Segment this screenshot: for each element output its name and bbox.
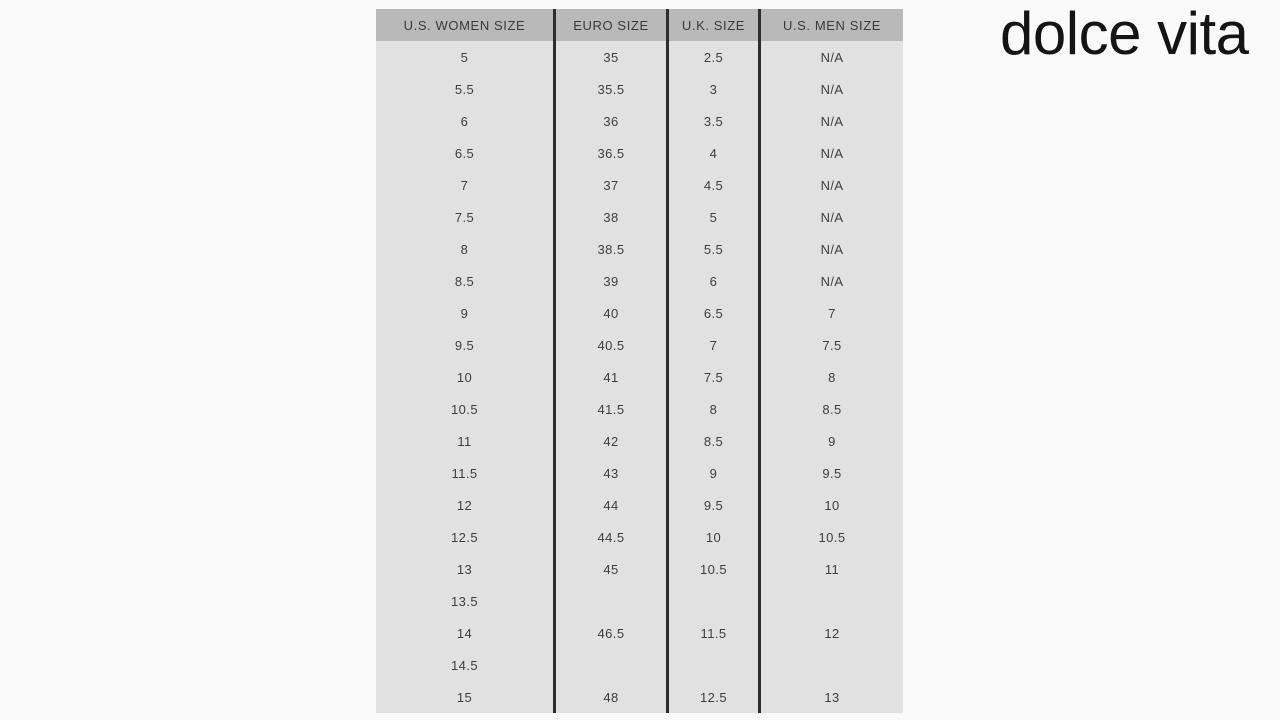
table-cell bbox=[666, 649, 758, 681]
table-row bbox=[376, 297, 903, 329]
table-row bbox=[376, 393, 903, 425]
table-row bbox=[376, 201, 903, 233]
table-row bbox=[376, 489, 903, 521]
table-cell: 8 bbox=[376, 233, 553, 265]
table-row bbox=[376, 329, 903, 361]
table-cell: N/A bbox=[758, 169, 903, 201]
table-cell: N/A bbox=[758, 265, 903, 297]
table-cell: 11 bbox=[758, 553, 903, 585]
table-cell: 5 bbox=[666, 201, 758, 233]
table-row bbox=[376, 425, 903, 457]
table-cell: 10.5 bbox=[758, 521, 903, 553]
table-row bbox=[376, 649, 903, 681]
table-cell: 9.5 bbox=[666, 489, 758, 521]
table-row bbox=[376, 457, 903, 489]
table-cell: 7 bbox=[666, 329, 758, 361]
table-cell: 40.5 bbox=[553, 329, 666, 361]
table-cell: 44 bbox=[553, 489, 666, 521]
table-row bbox=[376, 73, 903, 105]
table-cell: 13 bbox=[376, 553, 553, 585]
table-cell: 8 bbox=[666, 393, 758, 425]
table-cell: 7 bbox=[376, 169, 553, 201]
table-cell: 43 bbox=[553, 457, 666, 489]
column-header-uk-size: U.K. SIZE bbox=[666, 9, 758, 41]
table-row bbox=[376, 617, 903, 649]
size-conversion-table bbox=[376, 9, 903, 713]
table-cell: N/A bbox=[758, 233, 903, 265]
brand-logo: dolce vita bbox=[1000, 0, 1249, 67]
table-cell: 5 bbox=[376, 41, 553, 73]
table-cell: 7 bbox=[758, 297, 903, 329]
table-cell: 8.5 bbox=[666, 425, 758, 457]
table-cell bbox=[553, 585, 666, 617]
table-cell: 9 bbox=[376, 297, 553, 329]
table-cell: 12 bbox=[758, 617, 903, 649]
table-row bbox=[376, 105, 903, 137]
table-cell: 10.5 bbox=[376, 393, 553, 425]
table-cell: 10 bbox=[758, 489, 903, 521]
table-header-row bbox=[376, 9, 903, 41]
table-cell: 4 bbox=[666, 137, 758, 169]
table-cell: 9 bbox=[666, 457, 758, 489]
table-cell: 42 bbox=[553, 425, 666, 457]
table-cell: N/A bbox=[758, 201, 903, 233]
table-cell: 10 bbox=[376, 361, 553, 393]
table-cell: 13 bbox=[758, 681, 903, 713]
table-cell bbox=[758, 649, 903, 681]
table-cell: N/A bbox=[758, 137, 903, 169]
table-row bbox=[376, 585, 903, 617]
table-cell: 6 bbox=[666, 265, 758, 297]
table-body bbox=[376, 41, 903, 713]
table-cell: 9.5 bbox=[376, 329, 553, 361]
table-cell: 8.5 bbox=[376, 265, 553, 297]
table-cell: 8 bbox=[758, 361, 903, 393]
table-cell: 10 bbox=[666, 521, 758, 553]
table-cell: 11.5 bbox=[376, 457, 553, 489]
column-header-us-men-size: U.S. MEN SIZE bbox=[758, 9, 903, 41]
table-cell: 12 bbox=[376, 489, 553, 521]
table-cell: 14.5 bbox=[376, 649, 553, 681]
table-cell: 11.5 bbox=[666, 617, 758, 649]
table-cell: 38.5 bbox=[553, 233, 666, 265]
table-cell: N/A bbox=[758, 41, 903, 73]
table-cell: 35 bbox=[553, 41, 666, 73]
table-cell bbox=[666, 585, 758, 617]
column-header-euro-size: EURO SIZE bbox=[553, 9, 666, 41]
table-cell: 3 bbox=[666, 73, 758, 105]
table-cell: 5.5 bbox=[376, 73, 553, 105]
table-cell: 12.5 bbox=[666, 681, 758, 713]
table-cell: 6.5 bbox=[376, 137, 553, 169]
table-cell: 6 bbox=[376, 105, 553, 137]
table-cell: 9 bbox=[758, 425, 903, 457]
table-cell: 35.5 bbox=[553, 73, 666, 105]
table-row bbox=[376, 521, 903, 553]
table-cell: 40 bbox=[553, 297, 666, 329]
table-cell: 2.5 bbox=[666, 41, 758, 73]
table-cell: 48 bbox=[553, 681, 666, 713]
table-cell: 12.5 bbox=[376, 521, 553, 553]
table-cell: 4.5 bbox=[666, 169, 758, 201]
table-cell: 36.5 bbox=[553, 137, 666, 169]
column-header-us-women-size: U.S. WOMEN SIZE bbox=[376, 9, 553, 41]
table-cell: 8.5 bbox=[758, 393, 903, 425]
table-cell: 10.5 bbox=[666, 553, 758, 585]
table-cell: 9.5 bbox=[758, 457, 903, 489]
table-cell: 14 bbox=[376, 617, 553, 649]
table-cell: 36 bbox=[553, 105, 666, 137]
table-cell: 45 bbox=[553, 553, 666, 585]
table-row bbox=[376, 265, 903, 297]
table-row bbox=[376, 137, 903, 169]
table-cell: 15 bbox=[376, 681, 553, 713]
table-cell: 44.5 bbox=[553, 521, 666, 553]
table-row bbox=[376, 233, 903, 265]
table-cell: 11 bbox=[376, 425, 553, 457]
table-cell: N/A bbox=[758, 73, 903, 105]
table-cell bbox=[553, 649, 666, 681]
table-cell: 46.5 bbox=[553, 617, 666, 649]
table-cell: 39 bbox=[553, 265, 666, 297]
table-cell: 37 bbox=[553, 169, 666, 201]
table-cell: 13.5 bbox=[376, 585, 553, 617]
table-row bbox=[376, 41, 903, 73]
table-cell: 41 bbox=[553, 361, 666, 393]
table-cell: 38 bbox=[553, 201, 666, 233]
table-row bbox=[376, 681, 903, 713]
table-cell: 6.5 bbox=[666, 297, 758, 329]
table-row bbox=[376, 169, 903, 201]
table-cell bbox=[758, 585, 903, 617]
table-cell: 5.5 bbox=[666, 233, 758, 265]
table-row bbox=[376, 361, 903, 393]
table-cell: 7.5 bbox=[666, 361, 758, 393]
table-cell: 7.5 bbox=[758, 329, 903, 361]
table-row bbox=[376, 553, 903, 585]
table-cell: 7.5 bbox=[376, 201, 553, 233]
table-cell: 3.5 bbox=[666, 105, 758, 137]
table-cell: 41.5 bbox=[553, 393, 666, 425]
table-cell: N/A bbox=[758, 105, 903, 137]
